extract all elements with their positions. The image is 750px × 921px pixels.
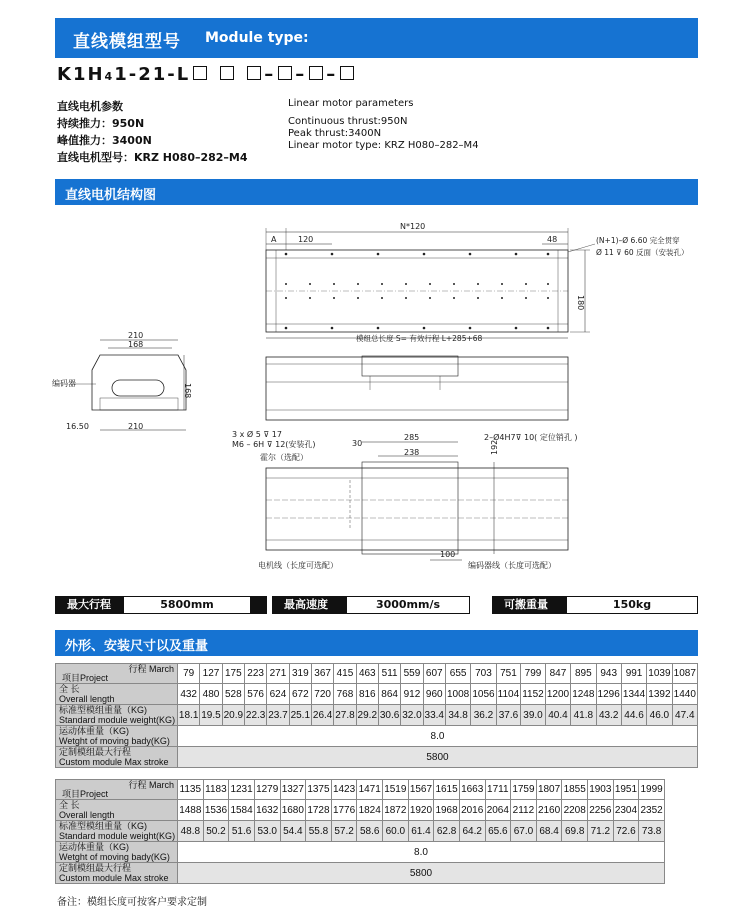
stroke-cell: 1951 xyxy=(613,780,639,800)
table-row xyxy=(56,842,665,863)
stroke-cell: 1135 xyxy=(178,780,204,800)
params-cn xyxy=(57,98,248,166)
dim-holes3: 3 x Ø 5 ⊽ 17 xyxy=(232,430,282,439)
dimension-table-2 xyxy=(55,779,665,884)
stroke-cell: 703 xyxy=(471,664,496,684)
moving-label: 运动体重量（KG) Wetght of moving bady(KG) xyxy=(56,842,178,863)
weight-cell: 44.6 xyxy=(621,705,646,726)
spec-label: 最高速度 xyxy=(272,596,469,614)
stroke-cell: 367 xyxy=(311,664,333,684)
weight-cell: 61.4 xyxy=(408,821,434,842)
length-cell: 960 xyxy=(423,684,445,705)
table-row xyxy=(56,684,698,705)
length-cell: 1344 xyxy=(621,684,646,705)
weight-cell: 19.5 xyxy=(200,705,222,726)
weight-cell: 62.8 xyxy=(434,821,460,842)
dim-length: 模组总长度 S= 有效行程 L+285+68 xyxy=(356,334,483,343)
model-prefix: K1H xyxy=(57,64,105,85)
params-cn-peak: 峰值推力：3400N xyxy=(57,134,152,147)
length-cell: 1296 xyxy=(596,684,621,705)
length-cell: 1008 xyxy=(445,684,470,705)
stroke-cell: 1711 xyxy=(485,780,511,800)
weight-cell: 54.4 xyxy=(280,821,306,842)
code-box xyxy=(340,66,354,80)
weight-cell: 64.2 xyxy=(459,821,485,842)
weight-cell: 43.2 xyxy=(596,705,621,726)
code-box xyxy=(309,66,323,80)
model-sub: 4 xyxy=(104,70,115,83)
params-en-type: Linear motor type: KRZ H080–282–M4 xyxy=(288,140,479,151)
dim-w168: 168 xyxy=(128,340,144,349)
params-en-peak: Peak thrust:3400N xyxy=(288,128,382,139)
weight-cell: 25.1 xyxy=(289,705,311,726)
spec-label: 最大行程 xyxy=(55,596,267,614)
length-cell: 1776 xyxy=(331,800,357,821)
stroke-cell: 223 xyxy=(244,664,266,684)
length-cell: 720 xyxy=(311,684,333,705)
length-cell: 1728 xyxy=(306,800,332,821)
end-view xyxy=(70,340,186,430)
stroke-cell: 1087 xyxy=(672,664,697,684)
stroke-cell: 847 xyxy=(545,664,570,684)
stroke-cell: 943 xyxy=(596,664,621,684)
code-dash: – xyxy=(264,64,276,85)
length-cell: 2352 xyxy=(639,800,665,821)
weight-cell: 58.6 xyxy=(357,821,383,842)
length-cell: 528 xyxy=(222,684,244,705)
stroke-cell: 1279 xyxy=(254,780,280,800)
dim-30: 30 xyxy=(352,439,363,448)
stroke-cell: 1183 xyxy=(203,780,229,800)
weight-cell: 32.0 xyxy=(401,705,423,726)
stroke-cell: 511 xyxy=(378,664,400,684)
weight-cell: 69.8 xyxy=(562,821,588,842)
stroke-cell: 1471 xyxy=(357,780,383,800)
header-bar xyxy=(55,18,698,58)
weight-cell: 73.8 xyxy=(639,821,665,842)
header-corner xyxy=(56,664,178,684)
stroke-cell: 607 xyxy=(423,664,445,684)
encoder-label: 编码器 xyxy=(52,379,76,388)
stroke-cell: 175 xyxy=(222,664,244,684)
dim-180: 180 xyxy=(576,295,585,311)
table-row xyxy=(56,780,665,800)
length-cell: 1200 xyxy=(545,684,570,705)
weight-cell: 46.0 xyxy=(647,705,672,726)
stroke-label: 行程 March xyxy=(128,780,174,790)
weight-cell: 50.2 xyxy=(203,821,229,842)
header-title-cn: 直线模组型号 xyxy=(73,32,181,52)
table-row xyxy=(56,800,665,821)
length-cell: 480 xyxy=(200,684,222,705)
custom-label: 定制模组最大行程 Custom module Max stroke xyxy=(56,747,178,768)
length-cell: 2304 xyxy=(613,800,639,821)
length-cell: 1536 xyxy=(203,800,229,821)
weight-cell: 47.4 xyxy=(672,705,697,726)
weight-cell: 53.0 xyxy=(254,821,280,842)
length-cell: 2016 xyxy=(459,800,485,821)
dim-holes-m6: M6 – 6H ⊽ 12(安装孔) xyxy=(232,440,316,449)
structure-section-bar xyxy=(55,179,698,205)
top-view xyxy=(266,228,595,338)
params-cn-heading: 直线电机参数 xyxy=(57,100,123,113)
weight-cell: 39.0 xyxy=(521,705,546,726)
params-en-heading: Linear motor parameters xyxy=(288,98,414,109)
length-cell: 2112 xyxy=(511,800,537,821)
technical-drawing xyxy=(0,206,750,591)
weight-cell: 57.2 xyxy=(331,821,357,842)
dim-120: 120 xyxy=(298,235,314,244)
table-row xyxy=(56,747,698,768)
code-dash: – xyxy=(326,64,338,85)
length-cell: 1152 xyxy=(521,684,546,705)
dim-192: 192 xyxy=(490,439,499,455)
weight-cell: 18.1 xyxy=(178,705,200,726)
structure-section-title: 直线电机结构图 xyxy=(65,188,157,203)
weight-cell: 68.4 xyxy=(536,821,562,842)
weight-cell: 27.8 xyxy=(334,705,356,726)
params-cn-type: 直线电机型号：KRZ H080–282–M4 xyxy=(57,151,248,164)
dimension-table-1 xyxy=(55,663,698,768)
weight-cell: 71.2 xyxy=(588,821,614,842)
stroke-cell: 1759 xyxy=(511,780,537,800)
dimensions-section-title: 外形、安装尺寸以及重量 xyxy=(65,639,209,654)
stroke-cell: 1855 xyxy=(562,780,588,800)
length-cell: 432 xyxy=(178,684,200,705)
stroke-cell: 991 xyxy=(621,664,646,684)
length-cell: 1440 xyxy=(672,684,697,705)
encoder-cable-label: 编码器线（长度可选配） xyxy=(468,561,556,570)
length-cell: 672 xyxy=(289,684,311,705)
dim-h168: 168 xyxy=(183,383,192,399)
code-dash: – xyxy=(295,64,307,85)
stroke-cell: 1423 xyxy=(331,780,357,800)
length-cell: 1872 xyxy=(383,800,409,821)
weight-label: 标准型模组重量（KG) Standard module weight(KG) xyxy=(56,705,178,726)
params-cn-continuous: 持续推力：950N xyxy=(57,117,145,130)
header-corner xyxy=(56,780,178,800)
header-title-en: Module type: xyxy=(205,30,309,46)
dim-285: 285 xyxy=(404,433,420,442)
dim-b210: 210 xyxy=(128,422,144,431)
length-cell: 768 xyxy=(334,684,356,705)
weight-cell: 72.6 xyxy=(613,821,639,842)
weight-label: 标准型模组重量（KG) Standard module weight(KG) xyxy=(56,821,178,842)
stroke-cell: 463 xyxy=(356,664,378,684)
hall-label: 霍尔（选配） xyxy=(260,453,308,462)
stroke-cell: 1903 xyxy=(588,780,614,800)
stroke-cell: 655 xyxy=(445,664,470,684)
weight-cell: 51.6 xyxy=(229,821,255,842)
code-box xyxy=(193,66,207,80)
length-cell: 624 xyxy=(267,684,289,705)
length-cell: 912 xyxy=(401,684,423,705)
params-en-continuous: Continuous thrust:950N xyxy=(288,116,408,127)
length-cell: 1056 xyxy=(471,684,496,705)
code-box xyxy=(278,66,292,80)
weight-cell: 65.6 xyxy=(485,821,511,842)
dim-238: 238 xyxy=(404,448,420,457)
weight-cell: 40.4 xyxy=(545,705,570,726)
length-cell: 1968 xyxy=(434,800,460,821)
model-mid: 1-21-L xyxy=(114,64,191,85)
table-row xyxy=(56,664,698,684)
weight-cell: 36.2 xyxy=(471,705,496,726)
stroke-label: 行程 March xyxy=(128,664,174,674)
project-label: 项目Project xyxy=(62,789,109,799)
length-cell: 1584 xyxy=(229,800,255,821)
length-cell: 1248 xyxy=(571,684,596,705)
table-row xyxy=(56,726,698,747)
weight-cell: 67.0 xyxy=(511,821,537,842)
moving-weight-value: 8.0 xyxy=(178,842,665,863)
stroke-cell: 415 xyxy=(334,664,356,684)
stroke-cell: 559 xyxy=(401,664,423,684)
stroke-cell: 1663 xyxy=(459,780,485,800)
dim-48: 48 xyxy=(547,235,558,244)
stroke-cell: 1519 xyxy=(383,780,409,800)
table-row xyxy=(56,821,665,842)
dimensions-section-bar xyxy=(55,630,698,656)
dim-hole1: (N+1)–Ø 6.60 完全贯穿 xyxy=(596,236,680,245)
length-cell: 1920 xyxy=(408,800,434,821)
dim-w210: 210 xyxy=(128,331,144,340)
footnote: 备注：模组长度可按客户要求定制 xyxy=(57,897,207,908)
dim-100: 100 xyxy=(440,550,456,559)
spec-max-stroke xyxy=(55,596,250,614)
side-view xyxy=(266,356,568,420)
model-code xyxy=(57,64,357,85)
project-label: 项目Project xyxy=(62,673,109,683)
custom-stroke-value: 5800 xyxy=(178,747,698,768)
dim-a: A xyxy=(271,235,277,244)
custom-label: 定制模组最大行程 Custom module Max stroke xyxy=(56,863,178,884)
length-cell: 1392 xyxy=(647,684,672,705)
stroke-cell: 271 xyxy=(267,664,289,684)
weight-cell: 37.6 xyxy=(496,705,521,726)
moving-label: 运动体重量（KG) Wetght of moving bady(KG) xyxy=(56,726,178,747)
code-box xyxy=(220,66,234,80)
length-cell: 2160 xyxy=(536,800,562,821)
spec-value: 5800mm xyxy=(123,596,251,614)
length-cell: 2208 xyxy=(562,800,588,821)
spec-payload xyxy=(492,596,698,614)
weight-cell: 23.7 xyxy=(267,705,289,726)
table-row xyxy=(56,863,665,884)
length-cell: 576 xyxy=(244,684,266,705)
table-row xyxy=(56,705,698,726)
dim-pin: 2–Ø4H7⊽ 10( 定位销孔 ) xyxy=(484,433,578,442)
weight-cell: 30.6 xyxy=(378,705,400,726)
stroke-cell: 895 xyxy=(571,664,596,684)
length-cell: 1632 xyxy=(254,800,280,821)
weight-cell: 20.9 xyxy=(222,705,244,726)
stroke-cell: 1039 xyxy=(647,664,672,684)
stroke-cell: 319 xyxy=(289,664,311,684)
code-box xyxy=(247,66,261,80)
moving-weight-value: 8.0 xyxy=(178,726,698,747)
length-cell: 2256 xyxy=(588,800,614,821)
stroke-cell: 1327 xyxy=(280,780,306,800)
length-cell: 1680 xyxy=(280,800,306,821)
stroke-cell: 1231 xyxy=(229,780,255,800)
length-cell: 1488 xyxy=(178,800,204,821)
stroke-cell: 1375 xyxy=(306,780,332,800)
stroke-cell: 1567 xyxy=(408,780,434,800)
weight-cell: 41.8 xyxy=(571,705,596,726)
stroke-cell: 1807 xyxy=(536,780,562,800)
weight-cell: 22.3 xyxy=(244,705,266,726)
length-cell: 1824 xyxy=(357,800,383,821)
weight-cell: 26.4 xyxy=(311,705,333,726)
params-en xyxy=(288,98,479,152)
dim-1650: 16.50 xyxy=(66,422,89,431)
spec-value: 3000mm/s xyxy=(346,596,470,614)
motor-cable-label: 电机线（长度可选配） xyxy=(258,561,338,570)
spec-label: 可搬重量 xyxy=(492,596,698,614)
weight-cell: 60.0 xyxy=(383,821,409,842)
stroke-cell: 1999 xyxy=(639,780,665,800)
length-cell: 2064 xyxy=(485,800,511,821)
weight-cell: 55.8 xyxy=(306,821,332,842)
spec-value: 150kg xyxy=(566,596,698,614)
length-cell: 864 xyxy=(378,684,400,705)
length-cell: 1104 xyxy=(496,684,521,705)
stroke-cell: 751 xyxy=(496,664,521,684)
length-label: 全 长 Overall length xyxy=(56,800,178,821)
weight-cell: 48.8 xyxy=(178,821,204,842)
stroke-cell: 799 xyxy=(521,664,546,684)
stroke-cell: 1615 xyxy=(434,780,460,800)
stroke-cell: 79 xyxy=(178,664,200,684)
dim-hole2: Ø 11 ⊽ 60 反面（安装孔） xyxy=(596,248,689,257)
length-cell: 816 xyxy=(356,684,378,705)
weight-cell: 33.4 xyxy=(423,705,445,726)
stroke-cell: 127 xyxy=(200,664,222,684)
weight-cell: 29.2 xyxy=(356,705,378,726)
length-label: 全 长 Overall length xyxy=(56,684,178,705)
spec-max-speed xyxy=(272,596,469,614)
weight-cell: 34.8 xyxy=(445,705,470,726)
dim-n120: N*120 xyxy=(400,222,426,231)
custom-stroke-value: 5800 xyxy=(178,863,665,884)
